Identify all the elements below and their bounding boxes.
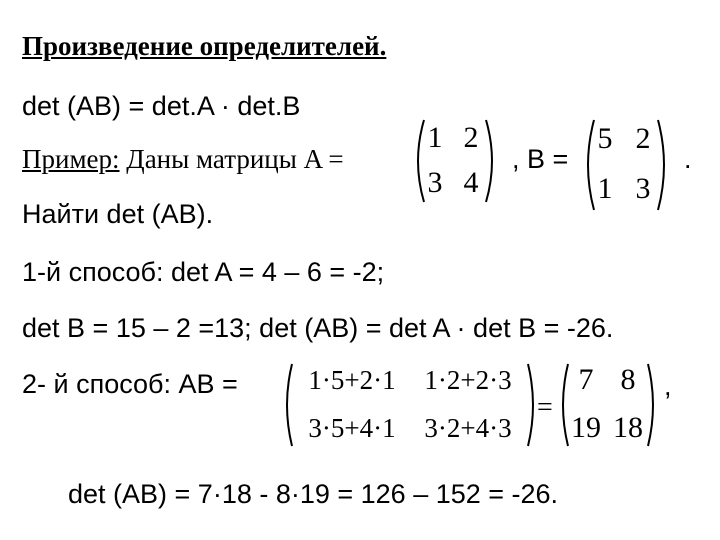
method2-end: , xyxy=(664,371,672,401)
matrix-b-cell: 5 xyxy=(597,122,613,155)
matrix-a-cell: 2 xyxy=(463,121,479,154)
expr-cell: 1·5+2·1 xyxy=(308,365,396,395)
page-title: Произведение определителей. xyxy=(22,31,387,61)
example-text: Даны матрицы A = xyxy=(119,144,344,174)
result-cell: 8 xyxy=(620,363,636,396)
example-end: . xyxy=(684,144,692,174)
matrix-b xyxy=(580,116,672,214)
matrix-b-cell: 2 xyxy=(635,122,651,155)
matrix-b-label: , B = xyxy=(512,144,569,174)
det-product-formula: det (AB) = det.A · det.B xyxy=(22,91,301,121)
matrix-a-cell: 3 xyxy=(427,166,443,199)
example-label: Пример: xyxy=(22,144,120,174)
method2-label: 2- й способ: AB = xyxy=(22,369,238,399)
result-cell: 18 xyxy=(613,411,643,444)
matrix-b-cell: 3 xyxy=(635,172,651,205)
expr-cell: 3·5+4·1 xyxy=(308,413,396,443)
expr-cell: 3·2+4·3 xyxy=(424,413,512,443)
expr-matrix xyxy=(280,360,540,450)
result-matrix xyxy=(556,360,660,450)
task-line: Найти det (AB). xyxy=(22,199,214,229)
matrix-b-cell: 1 xyxy=(597,172,613,205)
matrix-a-cell: 1 xyxy=(427,121,443,154)
example-line xyxy=(22,143,344,175)
equals-sign: = xyxy=(537,392,553,423)
matrix-a-cell: 4 xyxy=(463,166,479,199)
expr-cell: 1·2+2·3 xyxy=(424,365,512,395)
result-cell: 7 xyxy=(578,363,594,396)
result-cell: 19 xyxy=(571,411,601,444)
method1-line: 1-й способ: det A = 4 – 6 = -2; xyxy=(22,257,385,287)
matrix-a xyxy=(410,116,500,206)
det-b-line: det B = 15 – 2 =13; det (AB) = det A · det B = -26. xyxy=(22,313,614,343)
final-line: det (AB) = 7·18 - 8·19 = 126 – 152 = -26. xyxy=(68,479,559,509)
